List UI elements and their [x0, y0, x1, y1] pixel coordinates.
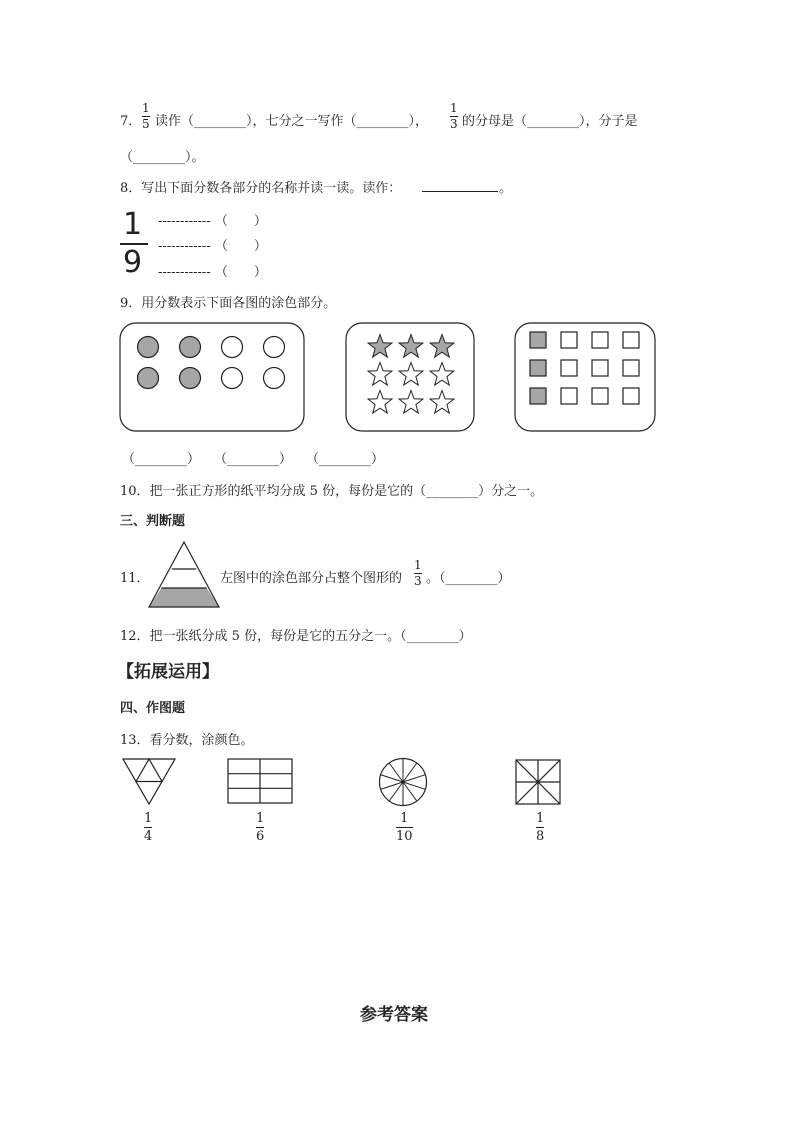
q9-answer-2[interactable]: （________）: [214, 452, 293, 467]
q11-tail: 。（________）: [426, 571, 511, 586]
circle-divider: [381, 775, 403, 782]
q13-triangle-quarters: [122, 758, 176, 806]
empty-star: [430, 363, 454, 386]
empty-square: [592, 360, 608, 376]
q7-number: 7．: [120, 114, 142, 129]
circle-divider: [389, 763, 403, 782]
circle-divider: [403, 782, 425, 789]
empty-circle: [264, 368, 285, 389]
q11-question: 左图中的涂色部分占整个图形的: [220, 571, 403, 586]
q9-answer-3[interactable]: （________）: [306, 452, 385, 467]
q11-fraction-one-third: 1 3: [414, 558, 422, 588]
shaded-circle: [180, 368, 201, 389]
q8-row-numerator: ------------ （ ）: [158, 214, 267, 229]
q9-question: 9．用分数表示下面各图的涂色部分。: [120, 296, 337, 311]
empty-star: [368, 391, 392, 414]
empty-circle: [264, 337, 285, 358]
empty-square: [592, 332, 608, 348]
q7-text-1: 读作（________），七分之一写作（________），: [155, 114, 429, 129]
empty-star: [430, 391, 454, 414]
empty-square: [623, 332, 639, 348]
empty-star: [399, 363, 423, 386]
shaded-circle: [138, 368, 159, 389]
q13-question: 13．看分数，涂颜色。: [120, 733, 254, 748]
shaded-star: [430, 335, 454, 358]
q13-fraction-1-8: 1 8: [536, 811, 545, 844]
q9-answer-1[interactable]: （________）: [122, 452, 201, 467]
q9-figure-circles: [119, 322, 305, 432]
q12-question: 12．把一张纸分成 5 份，每份是它的五分之一。（________）: [120, 629, 472, 644]
q8-big-numerator: 1: [123, 207, 143, 242]
q10-question: 10．把一张正方形的纸平均分成 5 份，每份是它的（________）分之一。: [120, 484, 544, 499]
q13-square-eighths: [515, 759, 561, 805]
q7-fraction-one-third: 1 3: [450, 101, 458, 131]
q13-fraction-1-6: 1 6: [256, 811, 265, 844]
q13-fraction-1-4: 1 4: [144, 811, 153, 844]
q13-fraction-1-10: 1 10: [396, 811, 413, 844]
empty-square: [623, 388, 639, 404]
q9-figure-stars: [345, 322, 475, 432]
q7-fraction-one-fifth: 1 5: [142, 101, 150, 131]
q13-rectangle-sixths: [227, 758, 293, 804]
q8-big-denominator: 9: [123, 245, 143, 280]
empty-circle: [222, 368, 243, 389]
circle-divider: [389, 782, 403, 801]
q13-circle-tenths: [378, 757, 428, 807]
empty-square: [561, 388, 577, 404]
q8-tail: 。: [499, 181, 513, 196]
q9-figure-squares: [514, 322, 656, 432]
q11-number: 11．: [120, 571, 150, 586]
empty-square: [561, 332, 577, 348]
q8-row-denominator: ------------ （ ）: [158, 265, 267, 280]
shaded-square: [530, 360, 546, 376]
shaded-circle: [138, 337, 159, 358]
section3-title: 三、判断题: [120, 514, 186, 529]
q8-answer-line[interactable]: [422, 191, 498, 192]
empty-circle: [222, 337, 243, 358]
circle-divider: [403, 763, 417, 782]
empty-star: [399, 391, 423, 414]
shaded-star: [368, 335, 392, 358]
empty-square: [561, 360, 577, 376]
answer-title: 参考答案: [360, 1005, 428, 1025]
empty-square: [592, 388, 608, 404]
circle-divider: [403, 775, 425, 782]
shaded-star: [399, 335, 423, 358]
shaded-circle: [180, 337, 201, 358]
q11-triangle-figure: [148, 541, 220, 609]
empty-square: [623, 360, 639, 376]
q7-text-3: （________）。: [120, 150, 205, 165]
q8-question: 8．写出下面分数各部分的名称并读一读。读作：: [120, 181, 402, 196]
empty-star: [368, 363, 392, 386]
shaded-square: [530, 332, 546, 348]
extend-heading: 【拓展运用】: [117, 662, 219, 682]
q8-row-bar: ------------ （ ）: [158, 239, 267, 254]
shaded-square: [530, 388, 546, 404]
circle-divider: [403, 782, 417, 801]
section4-title: 四、作图题: [120, 701, 186, 716]
q7-text-2: 的分母是（________），分子是: [462, 114, 638, 129]
circle-divider: [381, 782, 403, 789]
